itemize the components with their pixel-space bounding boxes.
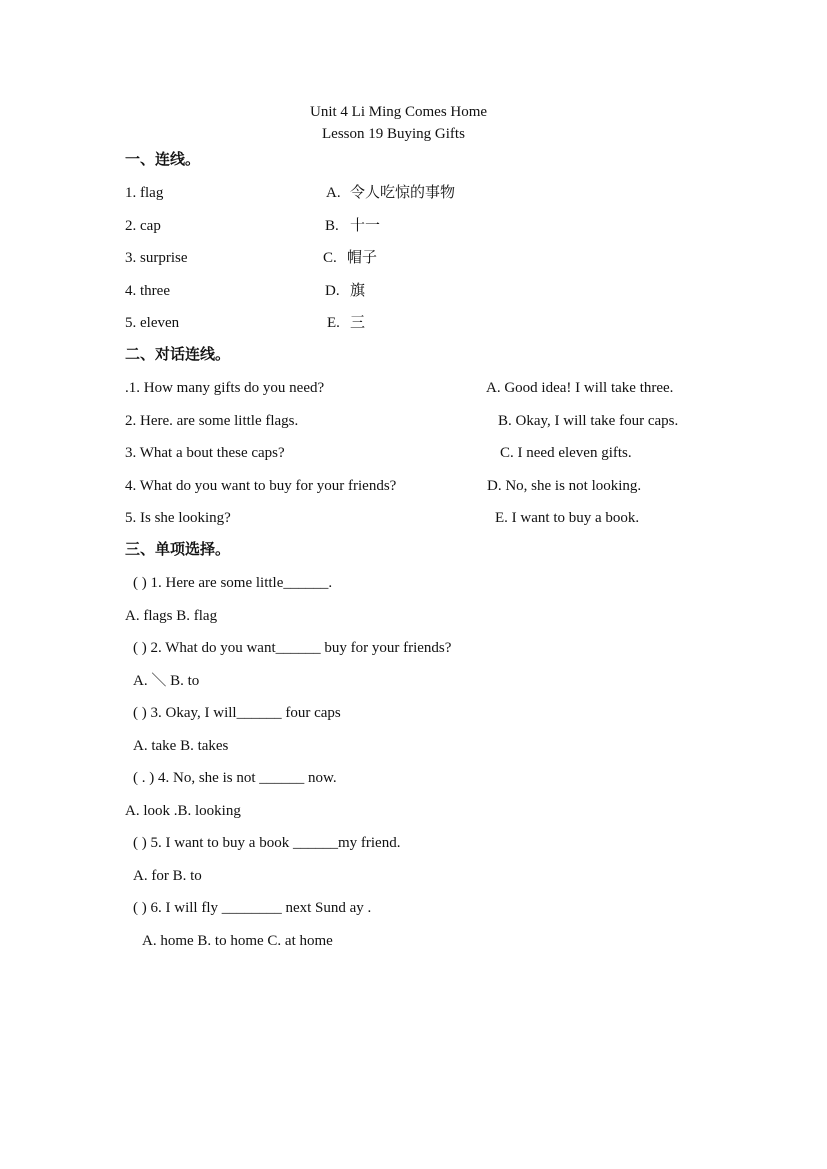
- s3-options-1: A. flags B. flag: [125, 608, 218, 624]
- s1-right-letter: B.: [325, 218, 339, 234]
- s1-left-item: 4. three: [125, 283, 170, 299]
- s2-question: 5. Is she looking?: [125, 510, 231, 526]
- s1-right-cn: 令人吃惊的事物: [350, 183, 456, 201]
- s2-question: 3. What a bout these caps?: [125, 445, 285, 461]
- s3-question-6: ( ) 6. I will fly ________ next Sund ay .: [133, 900, 372, 916]
- s1-left-item: 3. surprise: [125, 250, 188, 266]
- s3-options-3: A. take B. takes: [133, 738, 229, 754]
- s2-question: .1. How many gifts do you need?: [125, 380, 325, 396]
- s3-question-2: ( ) 2. What do you want______ buy for your friends?: [133, 640, 452, 656]
- s3-question-3: ( ) 3. Okay, I will______ four caps: [133, 705, 341, 721]
- s3-question-4: ( . ) 4. No, she is not ______ now.: [133, 770, 337, 786]
- s2-answer: C. I need eleven gifts.: [500, 445, 632, 461]
- s1-right-letter: C.: [323, 250, 337, 266]
- s1-right-letter: A.: [326, 185, 341, 201]
- section2-heading: 二、对话连线。: [125, 345, 231, 363]
- s2-question: 2. Here. are some little flags.: [125, 413, 299, 429]
- s3-options-5: A. for B. to: [133, 868, 202, 884]
- s1-left-item: 5. eleven: [125, 315, 180, 331]
- s3-question-1: ( ) 1. Here are some little______.: [133, 575, 333, 591]
- s3-options-2: A. ＼ B. to: [133, 673, 200, 689]
- s2-question: 4. What do you want to buy for your friends?: [125, 478, 397, 494]
- s1-right-cn: 帽子: [347, 248, 378, 266]
- s3-question-5: ( ) 5. I want to buy a book ______my friend.: [133, 835, 401, 851]
- s2-answer: A. Good idea! I will take three.: [486, 380, 674, 396]
- section1-heading: 一、连线。: [125, 150, 201, 168]
- s1-right-cn: 三: [350, 313, 366, 331]
- s1-left-item: 2. cap: [125, 218, 161, 234]
- lesson-title: Lesson 19 Buying Gifts: [322, 126, 465, 142]
- s3-options-6: A. home B. to home C. at home: [142, 933, 333, 949]
- s3-options-4: A. look .B. looking: [125, 803, 241, 819]
- s1-right-cn: 旗: [350, 281, 366, 299]
- s1-right-letter: E.: [327, 315, 340, 331]
- s1-left-item: 1. flag: [125, 185, 164, 201]
- section3-heading: 三、单项选择。: [125, 540, 231, 558]
- s2-answer: D. No, she is not looking.: [487, 478, 642, 494]
- unit-title: Unit 4 Li Ming Comes Home: [310, 104, 488, 120]
- s1-right-letter: D.: [325, 283, 340, 299]
- s2-answer: E. I want to buy a book.: [495, 510, 640, 526]
- s1-right-cn: 十一: [350, 216, 381, 234]
- s2-answer: B. Okay, I will take four caps.: [498, 413, 679, 429]
